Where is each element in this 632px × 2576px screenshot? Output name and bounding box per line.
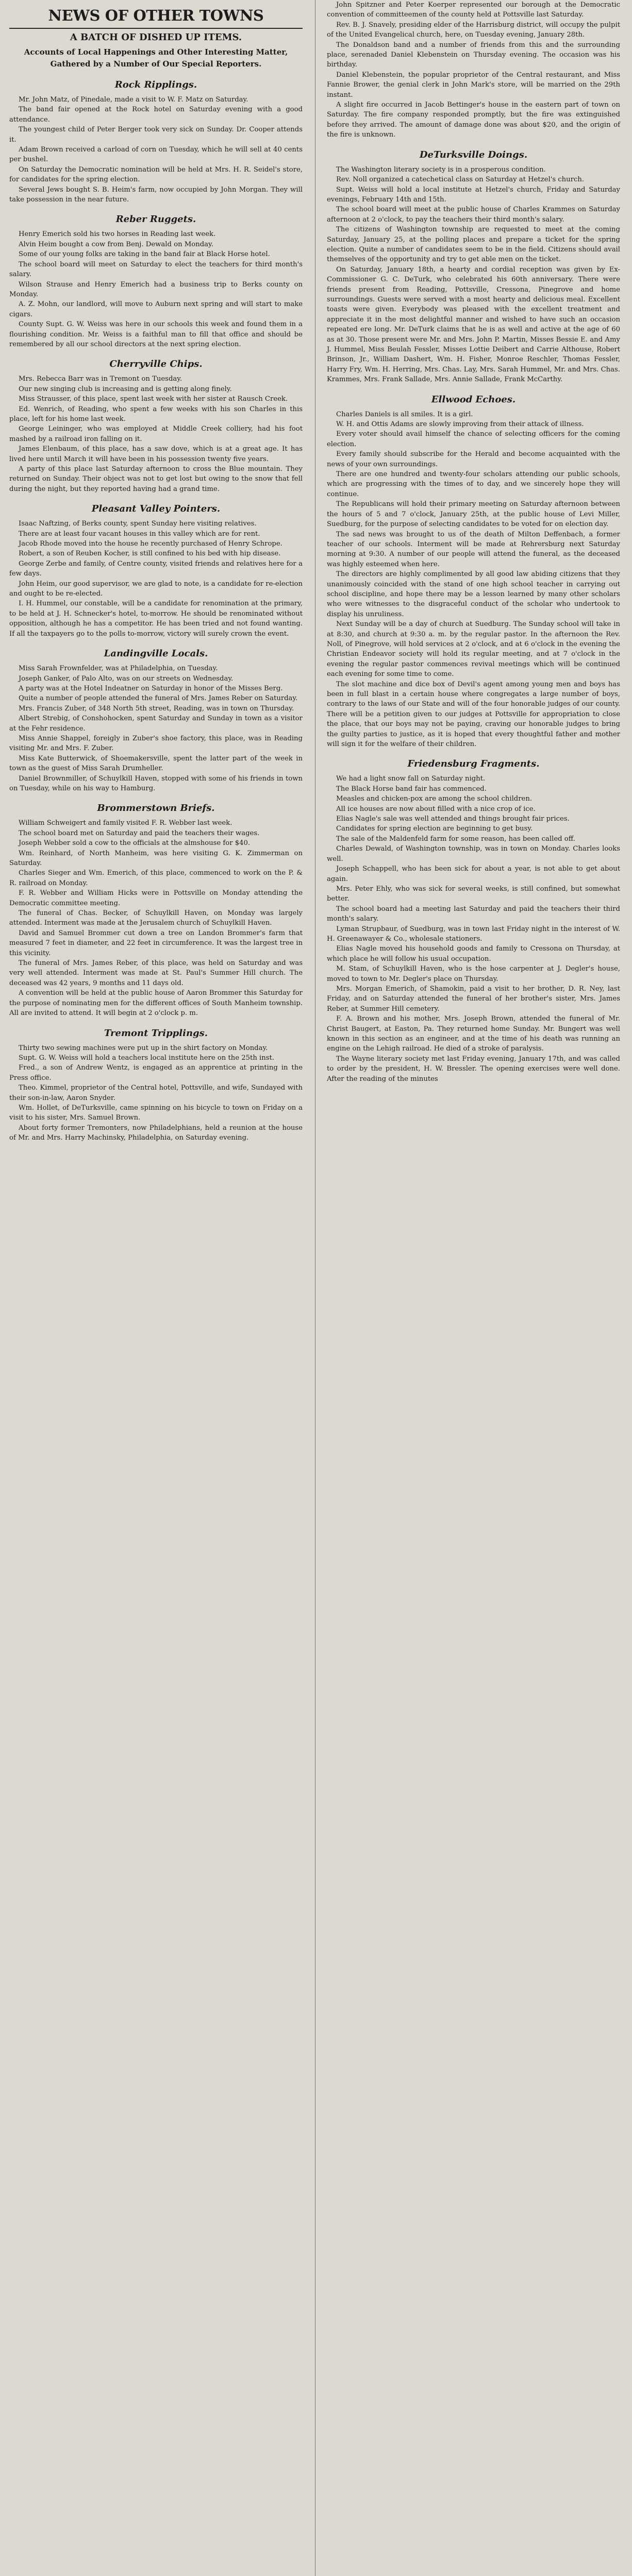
news-paragraph: We had a light snow fall on Saturday night.	[336, 775, 486, 783]
news-paragraph: Rev. Noll organized a catechetical class on Saturday at Hetzel's church.	[336, 176, 585, 184]
news-paragraph: A convention will be held at the public house of Aaron Brommer this Saturday for the purpose of nominating men for the different offices of South Manheim township. All are invited to attend. It will begin at 2 o'clock p. m.	[9, 989, 303, 1018]
news-paragraph: Wm. Hollet, of DeTurksville, came spinning on his bicycle to town on Friday on a visit to his sister, Mrs. Samuel Brown.	[9, 1104, 303, 1122]
news-paragraph: F. R. Webber and William Hicks were in Pottsville on Monday attending the Democratic committee meeting.	[9, 889, 303, 907]
news-paragraph: The funeral of Chas. Becker, of Schuylkill Haven, on Monday was largely attended. Interment was made at the Jerusalem church of Schuylkill Haven.	[9, 909, 303, 927]
news-paragraph: Mr. John Matz, of Pinedale, made a visit to W. F. Matz on Saturday.	[19, 96, 248, 104]
news-paragraph: The band fair opened at the Rock hotel on Saturday evening with a good attendance.	[9, 106, 303, 124]
section-heading: Reber Ruggets.	[115, 214, 196, 225]
section-heading: Brommerstown Briefs.	[97, 803, 215, 814]
news-paragraph: F. A. Brown and his mother, Mrs. Joseph Brown, attended the funeral of Mr. Christ Baugert, at Easton, Pa. They returned home Sunday. Mr. Bungert was well known in this section as an engineer, and at the time of his death was running an engine on the Lehigh railroad. He died of a stroke of paralysis.	[327, 1015, 620, 1053]
news-paragraph: Robert, a son of Reuben Kocher, is still confined to his bed with hip disease.	[19, 550, 281, 558]
news-paragraph: Albert Strebig, of Conshohocken, spent Saturday and Sunday in town as a visitor at the Fehr residence.	[9, 715, 303, 733]
news-paragraph: Candidates for spring election are beginning to get busy.	[336, 825, 533, 833]
news-paragraph: George Zerbe and family, of Centre county, visited friends and relatives here for a few days.	[9, 560, 303, 578]
news-paragraph: Our new singing club is increasing and is getting along finely.	[19, 385, 232, 393]
news-paragraph: A. Z. Mohn, our landlord, will move to Auburn next spring and will start to make cigars.	[9, 300, 303, 318]
news-paragraph: Joseph Webber sold a cow to the officials at the almshouse for $40.	[19, 839, 251, 848]
news-paragraph: Mrs. Rebecca Barr was in Tremont on Tuesday.	[19, 375, 182, 383]
news-paragraph: William Schweigert and family visited F. R. Webber last week.	[19, 819, 232, 827]
news-paragraph: Mrs. Morgan Emerich, of Shamokin, paid a visit to her brother, D. R. Ney, last Friday, and on Saturday attended the funeral of her brother's sister, Mrs. James Reber, at Summer Hill cemetery.	[327, 985, 620, 1013]
news-paragraph: Several Jews bought S. B. Heim's farm, now occupied by John Morgan. They will take possession in the near future.	[9, 185, 303, 204]
deck-summary: Accounts of Local Happenings and Other Interesting Matter, Gathered by a Number of Our Special Reporters.	[24, 47, 288, 69]
news-paragraph: A party of this place last Saturday afternoon to cross the Blue mountain. They returned on Sunday. Their object was not to get lost but owing to the snow that fell during the night, but they reported having had a grand time.	[9, 465, 303, 493]
news-paragraph: The school board will meet on Saturday to elect the teachers for third month's salary.	[9, 260, 303, 279]
news-paragraph: Quite a number of people attended the funeral of Mrs. James Reber on Saturday.	[19, 694, 298, 703]
section-heading: Landingville Locals.	[104, 648, 208, 659]
news-paragraph: Wilson Strause and Henry Emerich had a business trip to Berks county on Monday.	[9, 280, 303, 298]
news-paragraph: Measles and chicken-pox are among the school children.	[336, 795, 533, 803]
news-paragraph: Miss Strausser, of this place, spent last week with her sister at Rausch Creek.	[19, 395, 288, 403]
news-paragraph: The Black Horse band fair has commenced.	[336, 785, 487, 793]
news-paragraph: Mrs. Peter Ehly, who was sick for several weeks, is still confined, but somewhat better.	[327, 885, 620, 903]
news-paragraph: Theo. Kimmel, proprietor of the Central hotel, Pottsville, and wife, Sundayed with their son-in-law, Aaron Snyder.	[9, 1084, 303, 1102]
news-paragraph: Charles Sieger and Wm. Emerich, of this place, commenced to work on the P. & R. railroad on Monday.	[9, 869, 303, 887]
news-paragraph: Daniel Brownmiller, of Schuylkill Haven, stopped with some of his friends in town on Tuesday, while on his way to Hamburg.	[9, 774, 303, 792]
news-paragraph: Isaac Naftzing, of Berks county, spent Sunday here visiting relatives.	[19, 520, 257, 528]
news-paragraph: John Spitzner and Peter Koerper represented our borough at the Democratic convention of committeemen of the county held at Pottsville last Saturday.	[327, 1, 620, 19]
section-heading: Cherryville Chips.	[109, 359, 203, 370]
news-paragraph: Fred., a son of Andrew Wentz, is engaged as an apprentice at printing in the Press office.	[9, 1064, 303, 1082]
news-paragraph: The Republicans will hold their primary meeting on Saturday afternoon between the hours of 5 and 7 o'clock, January 25th, at the public house of Levi Miller, Suedburg, for the purpose of selecting candidates to be voted for on election day.	[327, 500, 620, 529]
news-paragraph: W. H. and Ottis Adams are slowly improving from their attack of illness.	[336, 420, 584, 429]
news-paragraph: The school board met on Saturday and paid the teachers their wages.	[19, 829, 260, 837]
news-paragraph: Lyman Strupbaur, of Suedburg, was in town last Friday night in the interest of W. H. Greenawayer & Co., wholesale stationers.	[327, 925, 620, 943]
section-heading: Pleasant Valley Pointers.	[91, 503, 221, 515]
news-paragraph: Supt. G. W. Weiss will hold a teachers local institute here on the 25th inst.	[19, 1054, 274, 1062]
news-paragraph: Henry Emerich sold his two horses in Reading last week.	[19, 230, 216, 239]
section-heading: Rock Ripplings.	[114, 79, 197, 90]
news-paragraph: Daniel Klebenstein, the popular proprietor of the Central restaurant, and Miss Fannie Brower, the genial clerk in John Mark's store, will be married on the 29th instant.	[327, 71, 620, 99]
news-paragraph: The Wayne literary society met last Friday evening, January 17th, and was called to order by the president, H. W. Bressler. The opening exercises were well done. After the reading of the minutes	[327, 1055, 620, 1083]
news-paragraph: The sad news was brought to us of the death of Milton Deffenbach, a former teacher of our schools. Interment will be made at Rehrersburg next Saturday morning at 9:30. A number of our people will attend the funeral, as the deceased was highly esteemed when here.	[327, 530, 620, 568]
news-paragraph: Next Sunday will be a day of church at Suedburg. The Sunday school will take in at 8:30, and church at 9:30 a. m. by the regular pastor. In the afternoon the Rev. Noll, of Pinegrove, will hold services at 2 o'clock, and at 6 o'clock in the evening the Christian Endeavor society will hold its regular meeting, and at 7 o'clock in the evening the regular pastor commences revival meetings which will be continued each evening for some time to come.	[327, 620, 620, 679]
news-paragraph: Some of our young folks are taking in the band fair at Black Horse hotel.	[19, 250, 270, 259]
news-paragraph: County Supt. G. W. Weiss was here in our schools this week and found them in a flourishing condition. Mr. Weiss is a faithful man to fill that office and should be remembered by all our school directors at the next spring election.	[9, 320, 303, 348]
news-paragraph: The funeral of Mrs. James Reber, of this place, was held on Saturday and was very well attended. Interment was made at St. Paul's Summer Hill church. The deceased was 42 years, 9 months and 11 days old.	[9, 959, 303, 987]
news-paragraph: The citizens of Washington township are requested to meet at the coming Saturday, January 25, at the polling places and prepare a ticket for the spring election. Quite a number of candidates seem to be in the field. Citizens should avail themselves of the opportunity and try to get able men on the ticket.	[327, 226, 620, 264]
news-paragraph: There are one hundred and twenty-four scholars attending our public schools, which are progressing with the times of to day, and we sincerely hope they will continue.	[327, 470, 620, 498]
news-paragraph: The youngest child of Peter Berger took very sick on Sunday. Dr. Cooper attends it.	[9, 126, 303, 144]
news-paragraph: Mrs. Francis Zuber, of 348 North 5th street, Reading, was in town on Thursday.	[19, 704, 294, 713]
news-paragraph: The school board had a meeting last Saturday and paid the teachers their third month's salary.	[327, 905, 620, 923]
news-paragraph: Jacob Rhode moved into the house he recently purchased of Henry Schrope.	[19, 540, 282, 548]
news-paragraph: The sale of the Maldenfeld farm for some reason, has been called off.	[336, 835, 575, 843]
news-paragraph: Ed. Wenrich, of Reading, who spent a few weeks with his son Charles in this place, left for his home last week.	[9, 405, 303, 423]
news-paragraph: About forty former Tremonters, now Philadelphians, held a reunion at the house of Mr. and Mrs. Harry Machinsky, Philadelphia, on Saturday evening.	[9, 1124, 303, 1142]
subheadline: A BATCH OF DISHED UP ITEMS.	[70, 32, 242, 43]
section-heading: Tremont Tripplings.	[104, 1027, 208, 1039]
news-paragraph: Charles Daniels is all smiles. It is a girl.	[336, 410, 473, 418]
news-paragraph: Miss Sarah Frownfelder, was at Philadelphia, on Tuesday.	[19, 665, 218, 673]
news-paragraph: Every family should subscribe for the Herald and become acquainted with the news of your own surroundings.	[327, 450, 620, 468]
news-paragraph: John Heim, our good supervisor, we are glad to note, is a candidate for re-election and ought to be re-elected.	[9, 580, 303, 598]
section-heading: DeTurksville Doings.	[419, 149, 528, 160]
right-column	[323, 0, 623, 2576]
section-heading: Ellwood Echoes.	[431, 394, 516, 405]
news-paragraph: On Saturday, January 18th, a hearty and cordial reception was given by Ex-Commissioner G. C. DeTurk, who celebrated his 60th anniversary. There were friends present from Reading, Pottsville, Cressona, Pinegrove and home surroundings. Guests were served with a most hearty and delicious meal. Excellent toasts were given. Everybody was pleased with the excellent treatment and appreciate it in the most delightful manner and wished to have such an occasion repeated ere long. Mr. DeTurk claims that he is as well and active at the age of 60 as at 30. Those present were Mr. and Mrs. John P. Martin, Misses Bessie E. and Amy J. Hummel, Miss Beulah Fessler, Misses Lottie Deibert and Carrie Althouse, Robert Brinson, Jr., William Dashert, Wm. H. Fisher, Monroe Reschler, Thomas Fessler, Harry Fry, Wm. H. Herring, Mrs. Chas. Lay, Mrs. Sarah Hummel, Mr. and Mrs. Chas. Krammes, Mrs. Frank Sallade, Mrs. Annie Sallade, Frank McCarthy.	[327, 265, 620, 384]
news-paragraph: The directors are highly complimented by all good law abiding citizens that they unanimously coincided with the stand of one high school teacher in carrying out school discipline, and hope there may be a lesson learned by many other scholars who were witnesses to the disgraceful conduct of the scholar who undertook to display his unruliness.	[327, 570, 620, 618]
news-paragraph: The Donaldson band and a number of friends from this and the surrounding place, serenaded Daniel Klebenstein on Thursday evening. The occasion was his birthday.	[327, 41, 620, 69]
news-paragraph: A slight fire occurred in Jacob Bettinger's house in the eastern part of town on Saturday. The fire company responded promptly, but the fire was extinguished before they arrived. The amount of damage done was about $20, and the origin of the fire is unknown.	[327, 101, 620, 139]
news-paragraph: Wm. Reinhard, of North Manheim, was here visiting G. K. Zimmerman on Saturday.	[9, 849, 303, 867]
news-paragraph: James Elenbaum, of this place, has a saw dove, which is at a great age. It has lived here until March it will have been in his possession twenty five years.	[9, 445, 303, 463]
news-paragraph: Every voter should avail himself the chance of selecting officers for the coming election.	[327, 430, 620, 448]
news-paragraph: The Washington literary society is in a prosperous condition.	[336, 165, 546, 174]
page-title: NEWS OF OTHER TOWNS	[9, 5, 303, 29]
news-paragraph: There are at least four vacant houses in this valley which are for rent.	[19, 530, 260, 538]
news-paragraph: Joseph Schappell, who has been sick for about a year, is not able to get about again.	[327, 865, 620, 883]
news-paragraph: Thirty two sewing machines were put up in the shirt factory on Monday.	[19, 1044, 268, 1052]
news-paragraph: A party was at the Hotel Indeatner on Saturday in honor of the Misses Berg.	[19, 684, 283, 692]
news-paragraph: I. H. Hummel, our constable, will be a candidate for renomination at the primary, to be held at J. H. Schnecker's hotel, to-morrow. He should be renominated without opposition, although he has a competitor. He has been tried and not found wanting. If all the taxpayers go to the polls to-morrow, victory will surely crown the event.	[9, 600, 303, 638]
news-paragraph: George Leininger, who was employed at Middle Creek colliery, had his foot mashed by a railroad iron falling on it.	[9, 425, 303, 443]
news-paragraph: On Saturday the Democratic nomination will be held at Mrs. H. R. Seidel's store, for candidates for the spring election.	[9, 165, 303, 184]
news-paragraph: Miss Kate Butterwick, of Shoemakersville, spent the latter part of the week in town as the guest of Miss Sarah Drumheller.	[9, 754, 303, 773]
section-heading: Friedensburg Fragments.	[407, 758, 540, 770]
news-paragraph: Supt. Weiss will hold a local institute at Hetzel's church, Friday and Saturday evenings, February 14th and 15th.	[327, 185, 620, 204]
news-paragraph: Elias Nagle moved his household goods and family to Cressona on Thursday, at which place he will follow his usual occupation.	[327, 945, 620, 963]
news-paragraph: Charles Dewald, of Washington township, was in town on Monday. Charles looks well.	[327, 845, 620, 863]
news-paragraph: Elias Nagle's sale was well attended and things brought fair prices.	[336, 815, 570, 823]
news-paragraph: Joseph Ganker, of Palo Alto, was on our streets on Wednesday.	[19, 674, 234, 683]
news-paragraph: M. Stam, of Schuylkill Haven, who is the hose carpenter at J. Degler's house, moved to town to Mr. Degler's place on Thursday.	[327, 965, 620, 983]
left-column	[6, 0, 307, 2576]
news-paragraph: The school board will meet at the public house of Charles Krammes on Saturday afternoon at 2 o'clock, to pay the teachers their third month's salary.	[327, 206, 620, 224]
news-paragraph: Miss Annie Shappel, foreigly in Zuber's shoe factory, this place, was in Reading visiting Mr. and Mrs. F. Zuber.	[9, 734, 303, 753]
news-paragraph: The slot machine and dice box of Devil's agent among young men and boys has been in full blast in a certain house where congregates a large number of boys, contrary to the laws of our State and will of the four honorable judges of our county. There will be a petition given to our judges at Pottsville for appropriation to close the place, that our boys may not be paying, craving our honorable judges to bring the guilty parties to justice, as it is hoped that every thoughtful father and mother will sign it for the welfare of their children.	[327, 680, 620, 749]
news-paragraph: Alvin Heim bought a cow from Benj. Dewald on Monday.	[19, 240, 213, 248]
news-paragraph: Adam Brown received a carload of corn on Tuesday, which he will sell at 40 cents per bushel.	[9, 146, 303, 164]
news-paragraph: All ice houses are now about filled with a nice crop of ice.	[336, 805, 536, 813]
news-paragraph: Rev. B. J. Snavely, presiding elder of the Harrisburg district, will occupy the pulpit of the United Evangelical church, here, on Tuesday evening, January 28th.	[327, 21, 620, 39]
news-paragraph: David and Samuel Brommer cut down a tree on Landon Brommer's farm that measured 7 feet in diameter, and 22 feet in circumference. It was the largest tree in this vicinity.	[9, 929, 303, 957]
